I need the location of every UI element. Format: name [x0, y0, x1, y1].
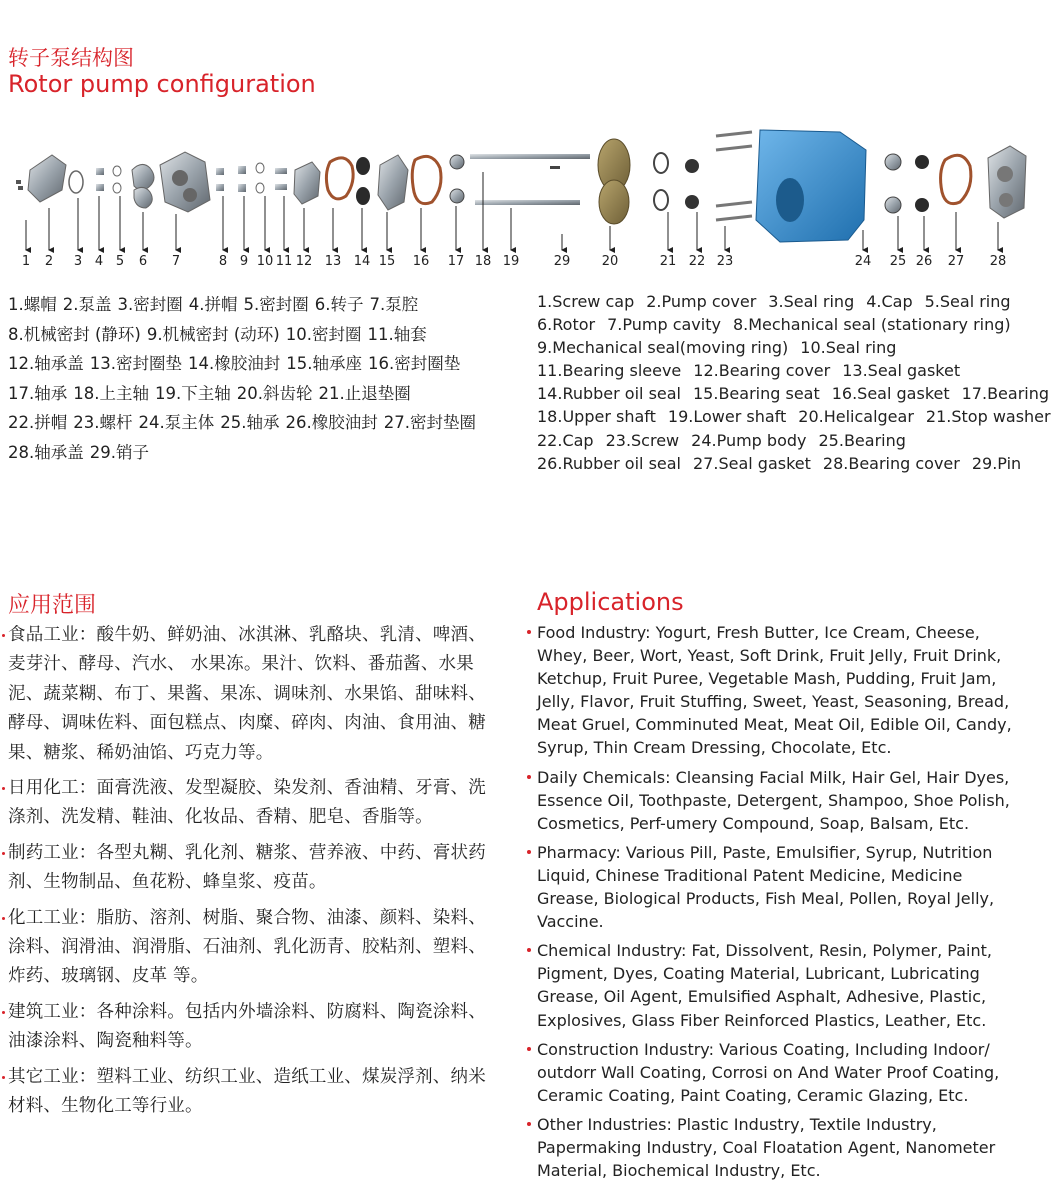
part-label: 1.Screw cap — [537, 292, 635, 311]
callout-number: 20 — [601, 254, 619, 269]
callout-number: 23 — [716, 254, 734, 269]
applications-list-cn — [8, 621, 498, 1128]
part-label: 19.下主轴 — [155, 383, 231, 403]
application-item: Other Industries: Plastic Industry, Textile Industry, Papermaking Industry, Coal Floatation Agent, Nanometer Material, Biochemical Industry, Etc. — [537, 1113, 1022, 1182]
part-label: 14.橡胶油封 — [188, 354, 281, 373]
part-pump-body — [756, 130, 866, 242]
part-label: 29.Pin — [971, 453, 1022, 473]
part-label: 7.Pump cavity — [607, 315, 721, 335]
part-seal-ring-5 — [113, 166, 121, 193]
part-mechanical-seal — [216, 166, 246, 192]
part-label: 5.密封圈 — [243, 295, 309, 314]
part-label: 21.Stop washer — [925, 407, 1051, 427]
part-label: 20.Helicalgear — [798, 407, 914, 427]
callout-number: 16 — [412, 254, 430, 269]
part-label: 3.Seal ring — [768, 292, 855, 311]
part-helical-gear — [598, 139, 630, 224]
part-label: 25.Bearing — [818, 430, 906, 450]
parts-row — [537, 405, 1052, 428]
application-item: Construction Industry: Various Coating, Including Indoor/ outdorr Wall Coating, Corrosi on And Water Proof Coating, Ceramic Coating, Paint Coating, Ceramic Glazing, Etc. — [537, 1038, 1022, 1107]
parts-row — [537, 290, 1052, 313]
callout-number: 15 — [378, 254, 396, 269]
part-label: 9.机械密封 (动环) — [146, 324, 280, 344]
part-label: 24.泵主体 — [138, 413, 215, 432]
application-item: Food Industry: Yogurt, Fresh Butter, Ice Cream, Cheese, Whey, Beer, Wort, Yeast, Soft Drink, Fruit Jelly, Fruit Drink, Ketchup, Fruit Puree, Vegetable Mash, Pudding, Fruit Jam, Jelly, Flavor, Fruit Stuffing, Sweet, Yeast, Seasoning, Bread, Meat Gruel, Comminuted Meat, Meat Oil, Edible Oil, Candy, Syrup, Thin Cream Dressing, Chocolate, Etc. — [537, 621, 1022, 760]
callout-number: 21 — [659, 254, 677, 269]
parts-row — [8, 290, 528, 320]
part-label: 11.Bearing sleeve — [537, 361, 682, 381]
parts-row — [537, 382, 1052, 405]
part-label: 2.泵盖 — [62, 295, 112, 314]
callout-number: 27 — [947, 254, 965, 269]
part-label: 4.拼帽 — [188, 295, 238, 314]
part-label: 21.止退垫圈 — [318, 383, 411, 403]
callout-number: 29 — [553, 254, 571, 269]
applications-title-en: Applications — [537, 588, 684, 616]
callout-number: 8 — [218, 254, 228, 269]
callout-number: 13 — [324, 254, 342, 269]
part-label: 29.销子 — [89, 442, 149, 462]
part-rubber-oil-seal-14 — [356, 157, 370, 205]
part-bearing-25 — [885, 154, 901, 213]
callout-number: 4 — [94, 254, 104, 269]
part-label: 1.螺帽 — [8, 295, 57, 314]
part-shafts — [470, 154, 590, 205]
part-label: 4.Cap — [866, 292, 913, 311]
page-title-cn: 转子泵结构图 — [8, 46, 134, 70]
part-label: 14.Rubber oil seal — [537, 384, 681, 404]
callout-number-row — [0, 254, 1059, 274]
part-label: 26.Rubber oil seal — [537, 453, 681, 473]
parts-row — [537, 452, 1052, 475]
callout-number: 11 — [275, 254, 293, 269]
application-item: Pharmacy: Various Pill, Paste, Emulsifier, Syrup, Nutrition Liquid, Chinese Traditional Patent Medicine, Medicine Grease, Biological Products, Fish Meal, Pollen, Royal Jelly, Vaccine. — [537, 841, 1022, 933]
part-bearing-sleeve — [275, 168, 287, 190]
part-label: 11.轴套 — [367, 324, 427, 344]
parts-list-cn — [8, 290, 528, 467]
application-item: 制药工业：各型丸糊、乳化剂、糖浆、营养液、中药、膏状药剂、生物制品、鱼花粉、蜂皇浆、疫苗。 — [8, 839, 498, 898]
part-bearing-cover-28 — [988, 146, 1026, 218]
parts-row — [537, 429, 1052, 452]
application-item: 食品工业：酸牛奶、鲜奶油、冰淇淋、乳酪块、乳清、啤酒、麦芽汁、酵母、汽水、 水果冻。果汁、饮料、番茄酱、水果泥、蔬菜糊、布丁、果酱、果冻、调味剂、水果馅、甜味料、酵母、调味佐料、面包糕点、肉糜、碎肉、肉油、食用油、糖果、糖浆、稀奶油馅、巧克力等。 — [8, 621, 498, 768]
callout-number: 25 — [889, 254, 907, 269]
part-pin — [550, 166, 560, 169]
applications-title-cn: 应用范围 — [8, 593, 97, 618]
page-title-en: Rotor pump configuration — [8, 70, 316, 98]
parts-row — [537, 313, 1052, 336]
callout-number: 2 — [44, 254, 54, 269]
callout-number: 1 — [21, 254, 31, 269]
callout-number: 19 — [502, 254, 520, 269]
part-bearing-17 — [450, 155, 464, 203]
part-label: 6.转子 — [314, 295, 364, 314]
part-label: 15.Bearing seat — [693, 384, 820, 404]
application-item: Daily Chemicals: Cleansing Facial Milk, Hair Gel, Hair Dyes, Essence Oil, Toothpaste, Detergent, Shampoo, Shoe Polish, Cosmetics, Perf-umery Compound, Soap, Balsam, Etc. — [537, 766, 1022, 835]
part-label: 18.Upper shaft — [537, 407, 656, 427]
part-label: 9.Mechanical seal(moving ring) — [537, 338, 789, 358]
parts-row — [8, 349, 528, 379]
part-label: 28.Bearing cover — [822, 453, 960, 473]
part-bearing-seat — [378, 155, 408, 210]
part-label: 28.轴承盖 — [8, 442, 84, 462]
part-label: 10.Seal ring — [800, 338, 897, 358]
parts-row — [537, 336, 1052, 359]
callout-number: 3 — [73, 254, 83, 269]
part-rotor — [132, 164, 154, 208]
application-item: 建筑工业：各种涂料。包括内外墙涂料、防腐料、陶瓷涂料、油漆涂料、陶瓷釉料等。 — [8, 998, 498, 1057]
part-bearing-cover — [294, 162, 320, 204]
callout-number: 5 — [115, 254, 125, 269]
callout-number: 9 — [239, 254, 249, 269]
part-label: 16.Seal gasket — [831, 384, 950, 404]
part-stop-washer — [654, 153, 668, 210]
parts-row — [8, 408, 528, 438]
part-label: 22.拼帽 — [8, 413, 68, 432]
part-label: 6.Rotor — [537, 315, 596, 335]
part-label: 10.密封圈 — [285, 324, 362, 344]
callout-number: 6 — [138, 254, 148, 269]
callout-number: 14 — [353, 254, 371, 269]
part-rubber-oil-seal-26 — [915, 155, 929, 212]
part-label: 27.Seal gasket — [693, 453, 811, 473]
part-seal-ring-10 — [256, 163, 264, 193]
callout-number: 12 — [295, 254, 313, 269]
parts-row — [8, 379, 528, 409]
part-label: 12.轴承盖 — [8, 354, 84, 373]
applications-list-en — [537, 621, 1022, 1188]
part-label: 18.上主轴 — [73, 383, 149, 403]
part-label: 27.密封垫圈 — [383, 413, 476, 432]
part-cap-4 — [96, 168, 104, 191]
part-label: 3.密封圈 — [117, 295, 183, 314]
callout-number: 18 — [474, 254, 492, 269]
part-label: 13.密封圈垫 — [89, 354, 182, 373]
application-item: 日用化工：面膏洗液、发型凝胶、染发剂、香油精、牙膏、洗涤剂、洗发精、鞋油、化妆品、香精、肥皂、香脂等。 — [8, 774, 498, 833]
callout-number: 28 — [989, 254, 1007, 269]
part-label: 19.Lower shaft — [667, 407, 787, 427]
parts-row — [537, 359, 1052, 382]
part-seal-gasket-16 — [412, 156, 441, 203]
part-cap-22 — [685, 159, 699, 209]
part-label: 12.Bearing cover — [693, 361, 831, 381]
callout-number: 17 — [447, 254, 465, 269]
callout-number: 10 — [256, 254, 274, 269]
callout-number: 24 — [854, 254, 872, 269]
part-pump-cover — [28, 155, 66, 202]
callout-number: 7 — [171, 254, 181, 269]
application-item: 其它工业：塑料工业、纺织工业、造纸工业、煤炭浮剂、纳米材料、生物化工等行业。 — [8, 1063, 498, 1122]
callout-number: 26 — [915, 254, 933, 269]
part-label: 16.密封圈垫 — [368, 354, 461, 373]
part-label: 23.螺杆 — [73, 413, 133, 432]
part-label: 7.泵腔 — [369, 295, 419, 314]
part-screws — [716, 132, 752, 220]
callout-number: 22 — [688, 254, 706, 269]
part-label: 17.轴承 — [8, 383, 68, 403]
part-label: 22.Cap — [537, 430, 594, 450]
part-label: 8.机械密封 (静环) — [8, 324, 141, 344]
part-seal-gasket-13 — [326, 158, 353, 199]
application-item: 化工工业：脂肪、溶剂、树脂、聚合物、油漆、颜料、染料、涂料、润滑油、润滑脂、石油剂、乳化沥青、胶粘剂、塑料、炸药、玻璃钢、皮革 等。 — [8, 904, 498, 992]
part-label: 25.轴承 — [220, 413, 280, 432]
part-label: 24.Pump body — [691, 430, 807, 450]
application-item: Chemical Industry: Fat, Dissolvent, Resin, Polymer, Paint, Pigment, Dyes, Coating Material, Lubricant, Lubricating Grease, Oil Agent, Emulsified Asphalt, Adhesive, Plastic, Explosives, Glass Fiber Reinforced Plastics, Leather, Etc. — [537, 939, 1022, 1031]
part-label: 5.Seal ring — [924, 292, 1011, 311]
part-label: 8.Mechanical seal (stationary ring) — [732, 315, 1011, 335]
part-label: 17.Bearing — [961, 384, 1050, 404]
parts-row — [8, 438, 528, 468]
part-label: 26.橡胶油封 — [285, 413, 378, 432]
parts-row — [8, 320, 528, 350]
part-label: 20.斜齿轮 — [236, 383, 313, 403]
part-label: 2.Pump cover — [646, 292, 757, 311]
part-label: 13.Seal gasket — [842, 361, 961, 381]
parts-list-en — [537, 290, 1052, 475]
part-label: 23.Screw — [605, 430, 680, 450]
part-label: 15.轴承座 — [286, 354, 362, 373]
part-screw-cap — [16, 180, 23, 190]
part-seal-ring-3 — [69, 171, 83, 193]
part-seal-gasket-27 — [941, 155, 971, 203]
